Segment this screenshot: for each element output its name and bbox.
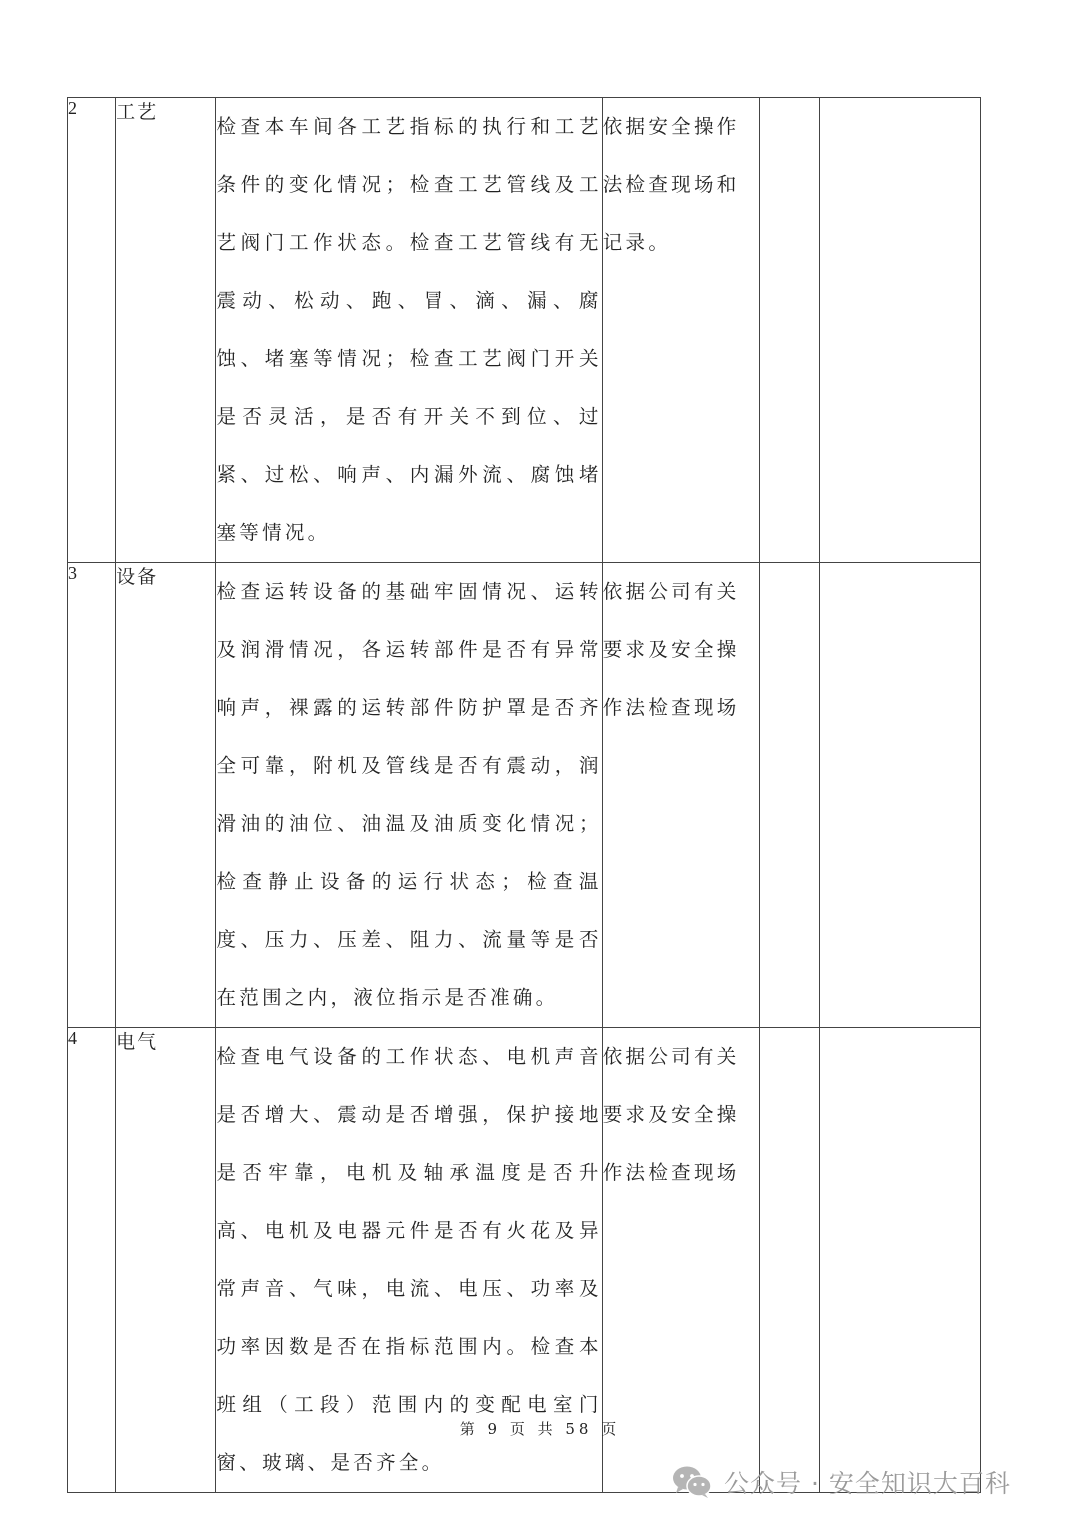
row-empty-cell	[820, 563, 981, 1028]
row-empty-cell	[760, 98, 820, 563]
row-basis: 依据公司有关要求及安全操作法检查现场	[602, 563, 760, 1028]
row-basis: 依据安全操作法检查现场和记录。	[602, 98, 760, 563]
row-basis: 依据公司有关要求及安全操作法检查现场	[602, 1028, 760, 1493]
row-category: 电气	[116, 1028, 216, 1493]
table-row	[68, 563, 981, 1028]
row-empty-cell	[760, 563, 820, 1028]
row-empty-cell	[820, 98, 981, 563]
watermark	[672, 1460, 1011, 1504]
row-content: 检查电气设备的工作状态、电机声音是否增大、震动是否增强，保护接地是否牢靠，电机及轴承温度是否升高、电机及电器元件是否有火花及异常声音、气味，电流、电压、功率及功率因数是否在指标范围内。检查本班组（工段）范围内的变配电室门窗、玻璃、是否齐全。	[216, 1028, 602, 1493]
row-number: 3	[68, 563, 116, 1028]
watermark-text: 公众号 · 安全知识大百科	[724, 1469, 1011, 1498]
row-category: 工艺	[116, 98, 216, 563]
row-content: 检查本车间各工艺指标的执行和工艺条件的变化情况；检查工艺管线及工艺阀门工作状态。检查工艺管线有无震动、松动、跑、冒、滴、漏、腐蚀、堵塞等情况；检查工艺阀门开关是否灵活，是否有开关不到位、过紧、过松、响声、内漏外流、腐蚀堵塞等情况。	[216, 98, 602, 563]
row-content: 检查运转设备的基础牢固情况、运转及润滑情况，各运转部件是否有异常响声，裸露的运转部件防护罩是否齐全可靠，附机及管线是否有震动，润滑油的油位、油温及油质变化情况；检查静止设备的运行状态；检查温度、压力、压差、阻力、流量等是否在范围之内，液位指示是否准确。	[216, 563, 602, 1028]
inspection-table	[67, 97, 981, 1493]
row-number: 4	[68, 1028, 116, 1493]
wechat-icon	[672, 1465, 712, 1499]
page-number: 第 9 页 共 58 页	[459, 1420, 621, 1438]
row-number: 2	[68, 98, 116, 563]
row-category: 设备	[116, 563, 216, 1028]
table-row	[68, 98, 981, 563]
